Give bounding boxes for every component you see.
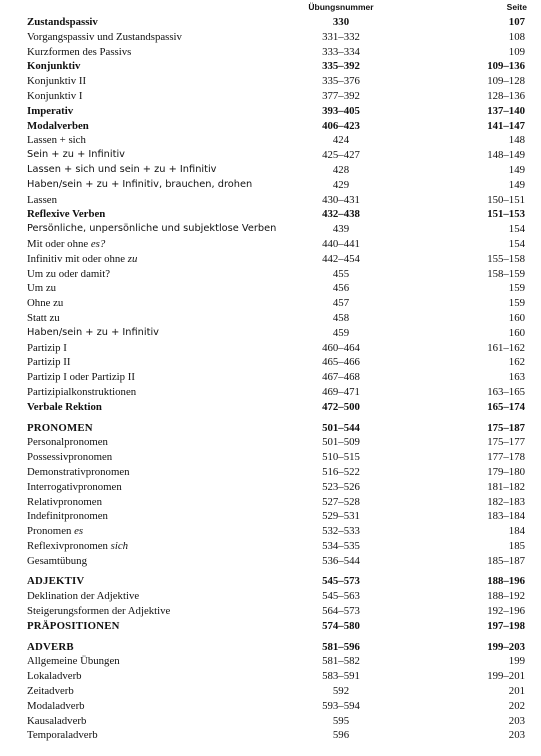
exercise-number: 595 [332, 714, 350, 727]
exercise-number: 457 [332, 297, 350, 310]
page-number: 175–177 [487, 436, 525, 449]
topic-label [27, 104, 73, 119]
topic-label [27, 554, 87, 569]
topic-label [27, 45, 131, 60]
exercise-number: 377–392 [322, 89, 360, 102]
exercise-number: 465–466 [322, 356, 360, 369]
toc-row [0, 684, 541, 699]
page-number: 154 [508, 223, 525, 236]
column-header [0, 2, 541, 15]
toc-row [0, 74, 541, 89]
exercise-number: 469–471 [322, 385, 360, 398]
topic-text: Sein + zu + Infinitiv [27, 149, 125, 161]
page-number: 199–203 [487, 640, 525, 653]
topic-text: Steigerungsformen der Adjektive [27, 605, 171, 618]
exercise-number: 501–544 [322, 421, 360, 434]
topic-text: Mit oder ohne [27, 237, 91, 250]
toc-row [0, 465, 541, 480]
exercise-number: 459 [332, 326, 350, 339]
topic-label [27, 714, 86, 729]
topic-label [27, 574, 84, 589]
toc-row [0, 163, 541, 178]
exercise-number: 331–332 [322, 30, 360, 43]
toc-row [0, 222, 541, 237]
topic-text: Statt zu [27, 311, 60, 324]
page-number: 188–192 [487, 590, 525, 603]
page-number: 141–147 [487, 119, 525, 132]
page-number: 159 [508, 297, 525, 310]
page-number: 182–183 [487, 495, 525, 508]
page-number: 158–159 [487, 267, 525, 280]
topic-label [27, 178, 252, 193]
page-number: 151–153 [487, 208, 525, 221]
page-number: 150–151 [487, 193, 525, 206]
page-number: 185–187 [487, 554, 525, 567]
page-number: 161–162 [487, 341, 525, 354]
page-number: 185 [508, 539, 525, 552]
exercise-number: 333–334 [322, 45, 360, 58]
page-number: 109–136 [487, 60, 525, 73]
topic-text: Infinitiv mit oder ohne [27, 252, 128, 265]
topic-text: Imperativ [27, 104, 74, 117]
toc-row [0, 589, 541, 604]
topic-text: Konjunktiv I [27, 89, 83, 102]
topic-text: ADVERB [27, 640, 74, 653]
exercise-number: 523–526 [322, 480, 360, 493]
topic-label [27, 604, 170, 619]
toc-row [0, 370, 541, 385]
page-number: 137–140 [487, 104, 525, 117]
exercise-number: 510–515 [322, 451, 360, 464]
page-number: 163–165 [487, 385, 525, 398]
topic-text: Persönliche, unpersönliche und subjektlose Verben [27, 223, 277, 235]
topic-label [27, 684, 74, 699]
toc-row [0, 45, 541, 60]
topic-label [27, 252, 137, 267]
page-number: 149 [508, 163, 525, 176]
topic-label [27, 326, 159, 341]
topic-text: Partizip I oder Partizip II [27, 371, 135, 384]
exercise-number: 406–423 [322, 119, 360, 132]
toc-row [0, 148, 541, 163]
page-number: 107 [508, 16, 525, 28]
topic-text: Kurzformen des Passivs [27, 45, 132, 58]
topic-label [27, 59, 80, 74]
exercise-number: 428 [332, 163, 350, 176]
page-number: 202 [508, 699, 525, 712]
page-number: 160 [508, 311, 525, 324]
topic-label [27, 589, 139, 604]
exercise-number: 456 [332, 282, 350, 295]
topic-text: Konjunktiv [27, 60, 81, 73]
exercise-number: 439 [332, 223, 350, 236]
topic-label [27, 89, 82, 104]
topic-label [27, 640, 74, 655]
topic-text: Zustandspassiv [27, 16, 98, 28]
topic-label [27, 400, 102, 415]
toc-row [0, 133, 541, 148]
exercise-number-header: Übungsnummer [308, 2, 374, 12]
topic-text: Modalverben [27, 119, 89, 132]
topic-text: Pronomen [27, 525, 75, 538]
page-number: 165–174 [487, 400, 525, 413]
exercise-number: 393–405 [322, 104, 360, 117]
topic-text: Konjunktiv II [27, 75, 87, 88]
page-number: 184 [508, 525, 525, 538]
toc-row [0, 296, 541, 311]
topic-label [27, 421, 93, 436]
topic-label [27, 480, 122, 495]
topic-label [27, 539, 128, 554]
topic-label [27, 311, 60, 326]
page-number: 181–182 [487, 480, 525, 493]
toc-row [0, 495, 541, 510]
exercise-number: 593–594 [322, 699, 360, 712]
topic-label [27, 355, 70, 370]
table-of-contents [0, 15, 541, 743]
toc-row [0, 311, 541, 326]
topic-emphasis: es [74, 525, 84, 538]
toc-row [0, 326, 541, 341]
toc-row [0, 104, 541, 119]
topic-label [27, 385, 136, 400]
topic-label [27, 119, 89, 134]
page-number: 175–187 [487, 421, 525, 434]
topic-label [27, 495, 102, 510]
topic-label [27, 450, 112, 465]
toc-row [0, 341, 541, 356]
exercise-number: 545–563 [322, 590, 360, 603]
topic-label [27, 207, 105, 222]
topic-text: Lassen + sich und sein + zu + Infinitiv [27, 163, 217, 175]
exercise-number: 460–464 [322, 341, 360, 354]
topic-label [27, 728, 98, 743]
toc-row [0, 237, 541, 252]
toc-row [0, 207, 541, 222]
topic-text: Gesamtübung [27, 554, 87, 567]
topic-text: Partizip II [27, 356, 71, 369]
topic-text: Demonstrativpronomen [27, 465, 130, 478]
topic-label [27, 237, 105, 252]
topic-text: Possessivpronomen [27, 451, 113, 464]
exercise-number: 581–582 [322, 655, 360, 668]
exercise-number: 440–441 [322, 237, 360, 250]
topic-text: Reflexivpronomen [27, 539, 111, 552]
topic-text: Lassen + sich [27, 134, 86, 147]
toc-row [0, 385, 541, 400]
exercise-number: 529–531 [322, 510, 360, 523]
toc-row [0, 714, 541, 729]
page-number: 149 [508, 178, 525, 191]
topic-text: Verbale Rektion [27, 400, 102, 413]
page-number: 154 [508, 237, 525, 250]
page-number: 160 [508, 326, 525, 339]
toc-row [0, 509, 541, 524]
exercise-number: 442–454 [322, 252, 360, 265]
page-number: 199 [508, 655, 525, 668]
page-header: Seite [506, 2, 527, 12]
topic-text: Kausaladverb [27, 714, 87, 727]
topic-text: PRÄPOSITIONEN [27, 619, 120, 632]
exercise-number: 516–522 [322, 465, 360, 478]
toc-row [0, 15, 541, 30]
exercise-number: 592 [332, 685, 350, 698]
topic-label [27, 15, 98, 30]
toc-row [0, 89, 541, 104]
exercise-number: 581–596 [322, 640, 360, 653]
toc-row [0, 699, 541, 714]
topic-text: Um zu oder damit? [27, 267, 111, 280]
topic-label [27, 509, 108, 524]
toc-row [0, 355, 541, 370]
toc-row [0, 281, 541, 296]
topic-text: Relativpronomen [27, 495, 102, 508]
page-number: 162 [508, 356, 525, 369]
toc-row [0, 193, 541, 208]
page-number: 188–196 [487, 575, 525, 588]
topic-text: Lokaladverb [27, 670, 82, 683]
topic-label [27, 163, 216, 178]
toc-row [0, 400, 541, 415]
exercise-number: 467–468 [322, 371, 360, 384]
page-number: 148 [508, 134, 525, 147]
exercise-number: 564–573 [322, 605, 360, 618]
toc-row [0, 539, 541, 554]
topic-emphasis: zu [127, 252, 138, 265]
page-number: 155–158 [487, 252, 525, 265]
topic-label [27, 435, 108, 450]
topic-label [27, 699, 85, 714]
page-number: 109–128 [487, 75, 525, 88]
page-number: 163 [508, 371, 525, 384]
topic-text: Lassen [27, 193, 57, 206]
topic-label [27, 74, 86, 89]
topic-label [27, 222, 276, 237]
toc-row [0, 480, 541, 495]
toc-row [0, 59, 541, 74]
toc-row [0, 252, 541, 267]
topic-label [27, 267, 110, 282]
section-heading-row [0, 574, 541, 589]
topic-text: Personalpronomen [27, 436, 108, 449]
exercise-number: 430–431 [322, 193, 360, 206]
topic-text: Modaladverb [27, 699, 85, 712]
exercise-number: 455 [332, 267, 350, 280]
toc-row [0, 178, 541, 193]
topic-text: Haben/sein + zu + Infinitiv, brauchen, drohen [27, 178, 253, 190]
page-number: 159 [508, 282, 525, 295]
topic-label [27, 669, 82, 684]
topic-emphasis: sich [110, 539, 129, 552]
topic-label [27, 193, 57, 208]
topic-text: Temporaladverb [27, 729, 98, 742]
toc-row [0, 450, 541, 465]
topic-text: Deklination der Adjektive [27, 590, 140, 603]
topic-text: Reflexive Verben [27, 208, 106, 221]
topic-label [27, 30, 182, 45]
exercise-number: 501–509 [322, 436, 360, 449]
toc-row [0, 554, 541, 569]
topic-label [27, 148, 125, 163]
exercise-number: 574–580 [322, 619, 360, 632]
page-number: 109 [508, 45, 525, 58]
section-heading-row [0, 640, 541, 655]
exercise-number: 472–500 [322, 400, 360, 413]
exercise-number: 425–427 [322, 149, 360, 162]
page-number: 148–149 [487, 149, 525, 162]
page-number: 108 [508, 30, 525, 43]
topic-label [27, 370, 135, 385]
exercise-number: 583–591 [322, 670, 360, 683]
page-number: 201 [508, 685, 525, 698]
page-number: 197–198 [487, 619, 525, 632]
exercise-number: 536–544 [322, 554, 360, 567]
page-number: 128–136 [487, 89, 525, 102]
exercise-number: 432–438 [322, 208, 360, 221]
topic-text: Partizip I [27, 341, 67, 354]
toc-row [0, 435, 541, 450]
topic-text: Interrogativpronomen [27, 480, 122, 493]
topic-label [27, 133, 86, 148]
topic-text: Indefinitpronomen [27, 510, 108, 523]
topic-label [27, 341, 67, 356]
page-number: 177–178 [487, 451, 525, 464]
topic-text: Vorgangspassiv und Zustandspassiv [27, 30, 182, 43]
topic-text: Partizipialkonstruktionen [27, 385, 137, 398]
toc-row [0, 654, 541, 669]
page-number: 192–196 [487, 605, 525, 618]
topic-text: ADJEKTIV [27, 575, 85, 588]
topic-text: PRONOMEN [27, 421, 93, 434]
topic-text: Um zu [27, 282, 57, 295]
page-number: 179–180 [487, 465, 525, 478]
topic-label [27, 296, 63, 311]
topic-label [27, 654, 120, 669]
exercise-number: 429 [332, 178, 350, 191]
exercise-number: 534–535 [322, 539, 360, 552]
page-number: 199–201 [487, 670, 525, 683]
toc-row [0, 728, 541, 743]
topic-label [27, 281, 56, 296]
toc-row [0, 267, 541, 282]
topic-text: Ohne zu [27, 297, 64, 310]
exercise-number: 458 [332, 311, 350, 324]
topic-text: Allgemeine Übungen [27, 655, 120, 668]
section-heading-row [0, 421, 541, 436]
topic-label [27, 524, 83, 539]
exercise-number: 424 [332, 134, 350, 147]
toc-row [0, 604, 541, 619]
exercise-number: 527–528 [322, 495, 360, 508]
section-heading-row [0, 619, 541, 634]
topic-label [27, 465, 130, 480]
page-number: 183–184 [487, 510, 525, 523]
exercise-number: 596 [332, 729, 350, 742]
exercise-number: 330 [332, 16, 350, 28]
exercise-number: 545–573 [322, 575, 360, 588]
toc-row [0, 669, 541, 684]
exercise-number: 335–392 [322, 60, 360, 73]
topic-text: Haben/sein + zu + Infinitiv [27, 326, 159, 338]
page-number: 203 [508, 729, 525, 742]
toc-row [0, 524, 541, 539]
topic-text: Zeitadverb [27, 685, 74, 698]
topic-label [27, 619, 120, 634]
topic-emphasis: es? [90, 237, 106, 250]
toc-row [0, 119, 541, 134]
toc-row [0, 30, 541, 45]
page-number: 203 [508, 714, 525, 727]
exercise-number: 532–533 [322, 525, 360, 538]
exercise-number: 335–376 [322, 75, 360, 88]
